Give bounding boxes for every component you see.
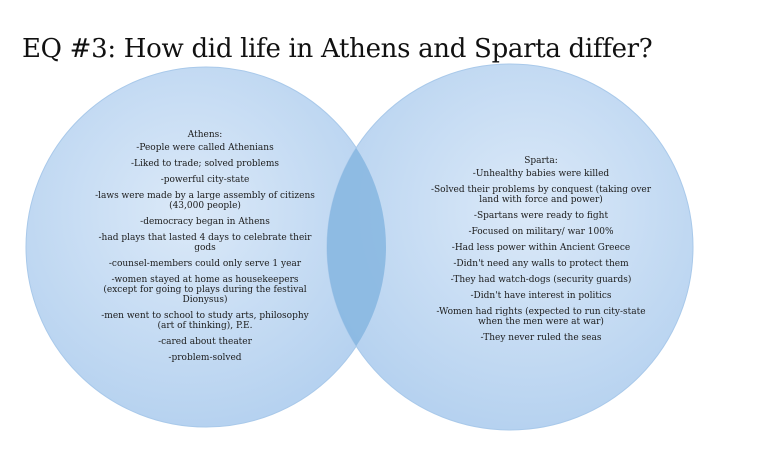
sparta-item: -Didn't have interest in politics: [470, 291, 612, 301]
athens-item: -powerful city-state: [160, 175, 250, 185]
page-title: EQ #3: How did life in Athens and Sparta differ?: [22, 34, 653, 64]
athens-item: -counsel-members could only serve 1 year: [108, 259, 302, 269]
sparta-item: -They had watch-dogs (security guards): [450, 275, 632, 285]
sparta-item: -Focused on military/ war 100%: [468, 227, 614, 237]
sparta-item: -Women had rights (expected to run city-state when the men were at war): [436, 307, 646, 327]
athens-item: -had plays that lasted 4 days to celebrate their gods: [98, 233, 312, 253]
athens-heading: Athens:: [187, 130, 223, 140]
athens-item: -democracy began in Athens: [140, 217, 270, 227]
sparta-item: -Spartans were ready to fight: [473, 211, 609, 221]
athens-item: -cared about theater: [158, 337, 252, 347]
sparta-item: -Didn't need any walls to protect them: [453, 259, 629, 269]
sparta-item: -Had less power within Ancient Greece: [451, 243, 631, 253]
athens-item: -laws were made by a large assembly of citizens (43,000 people): [95, 191, 315, 211]
sparta-item: -Unhealthy babies were killed: [472, 169, 610, 179]
athens-item: -women stayed at home as housekeepers (except for going to plays during the festival Dionysus): [103, 275, 307, 305]
athens-item: -men went to school to study arts, philosophy (art of thinking), P.E.: [101, 311, 309, 331]
athens-item: -Liked to trade; solved problems: [130, 159, 279, 169]
sparta-heading: Sparta:: [524, 156, 558, 166]
athens-item: -People were called Athenians: [136, 143, 274, 153]
athens-item: -problem-solved: [168, 353, 242, 363]
sparta-list: [430, 156, 652, 349]
sparta-item: -Solved their problems by conquest (taking over land with force and power): [430, 185, 652, 205]
sparta-item: -They never ruled the seas: [480, 333, 602, 343]
athens-list: [94, 130, 316, 369]
